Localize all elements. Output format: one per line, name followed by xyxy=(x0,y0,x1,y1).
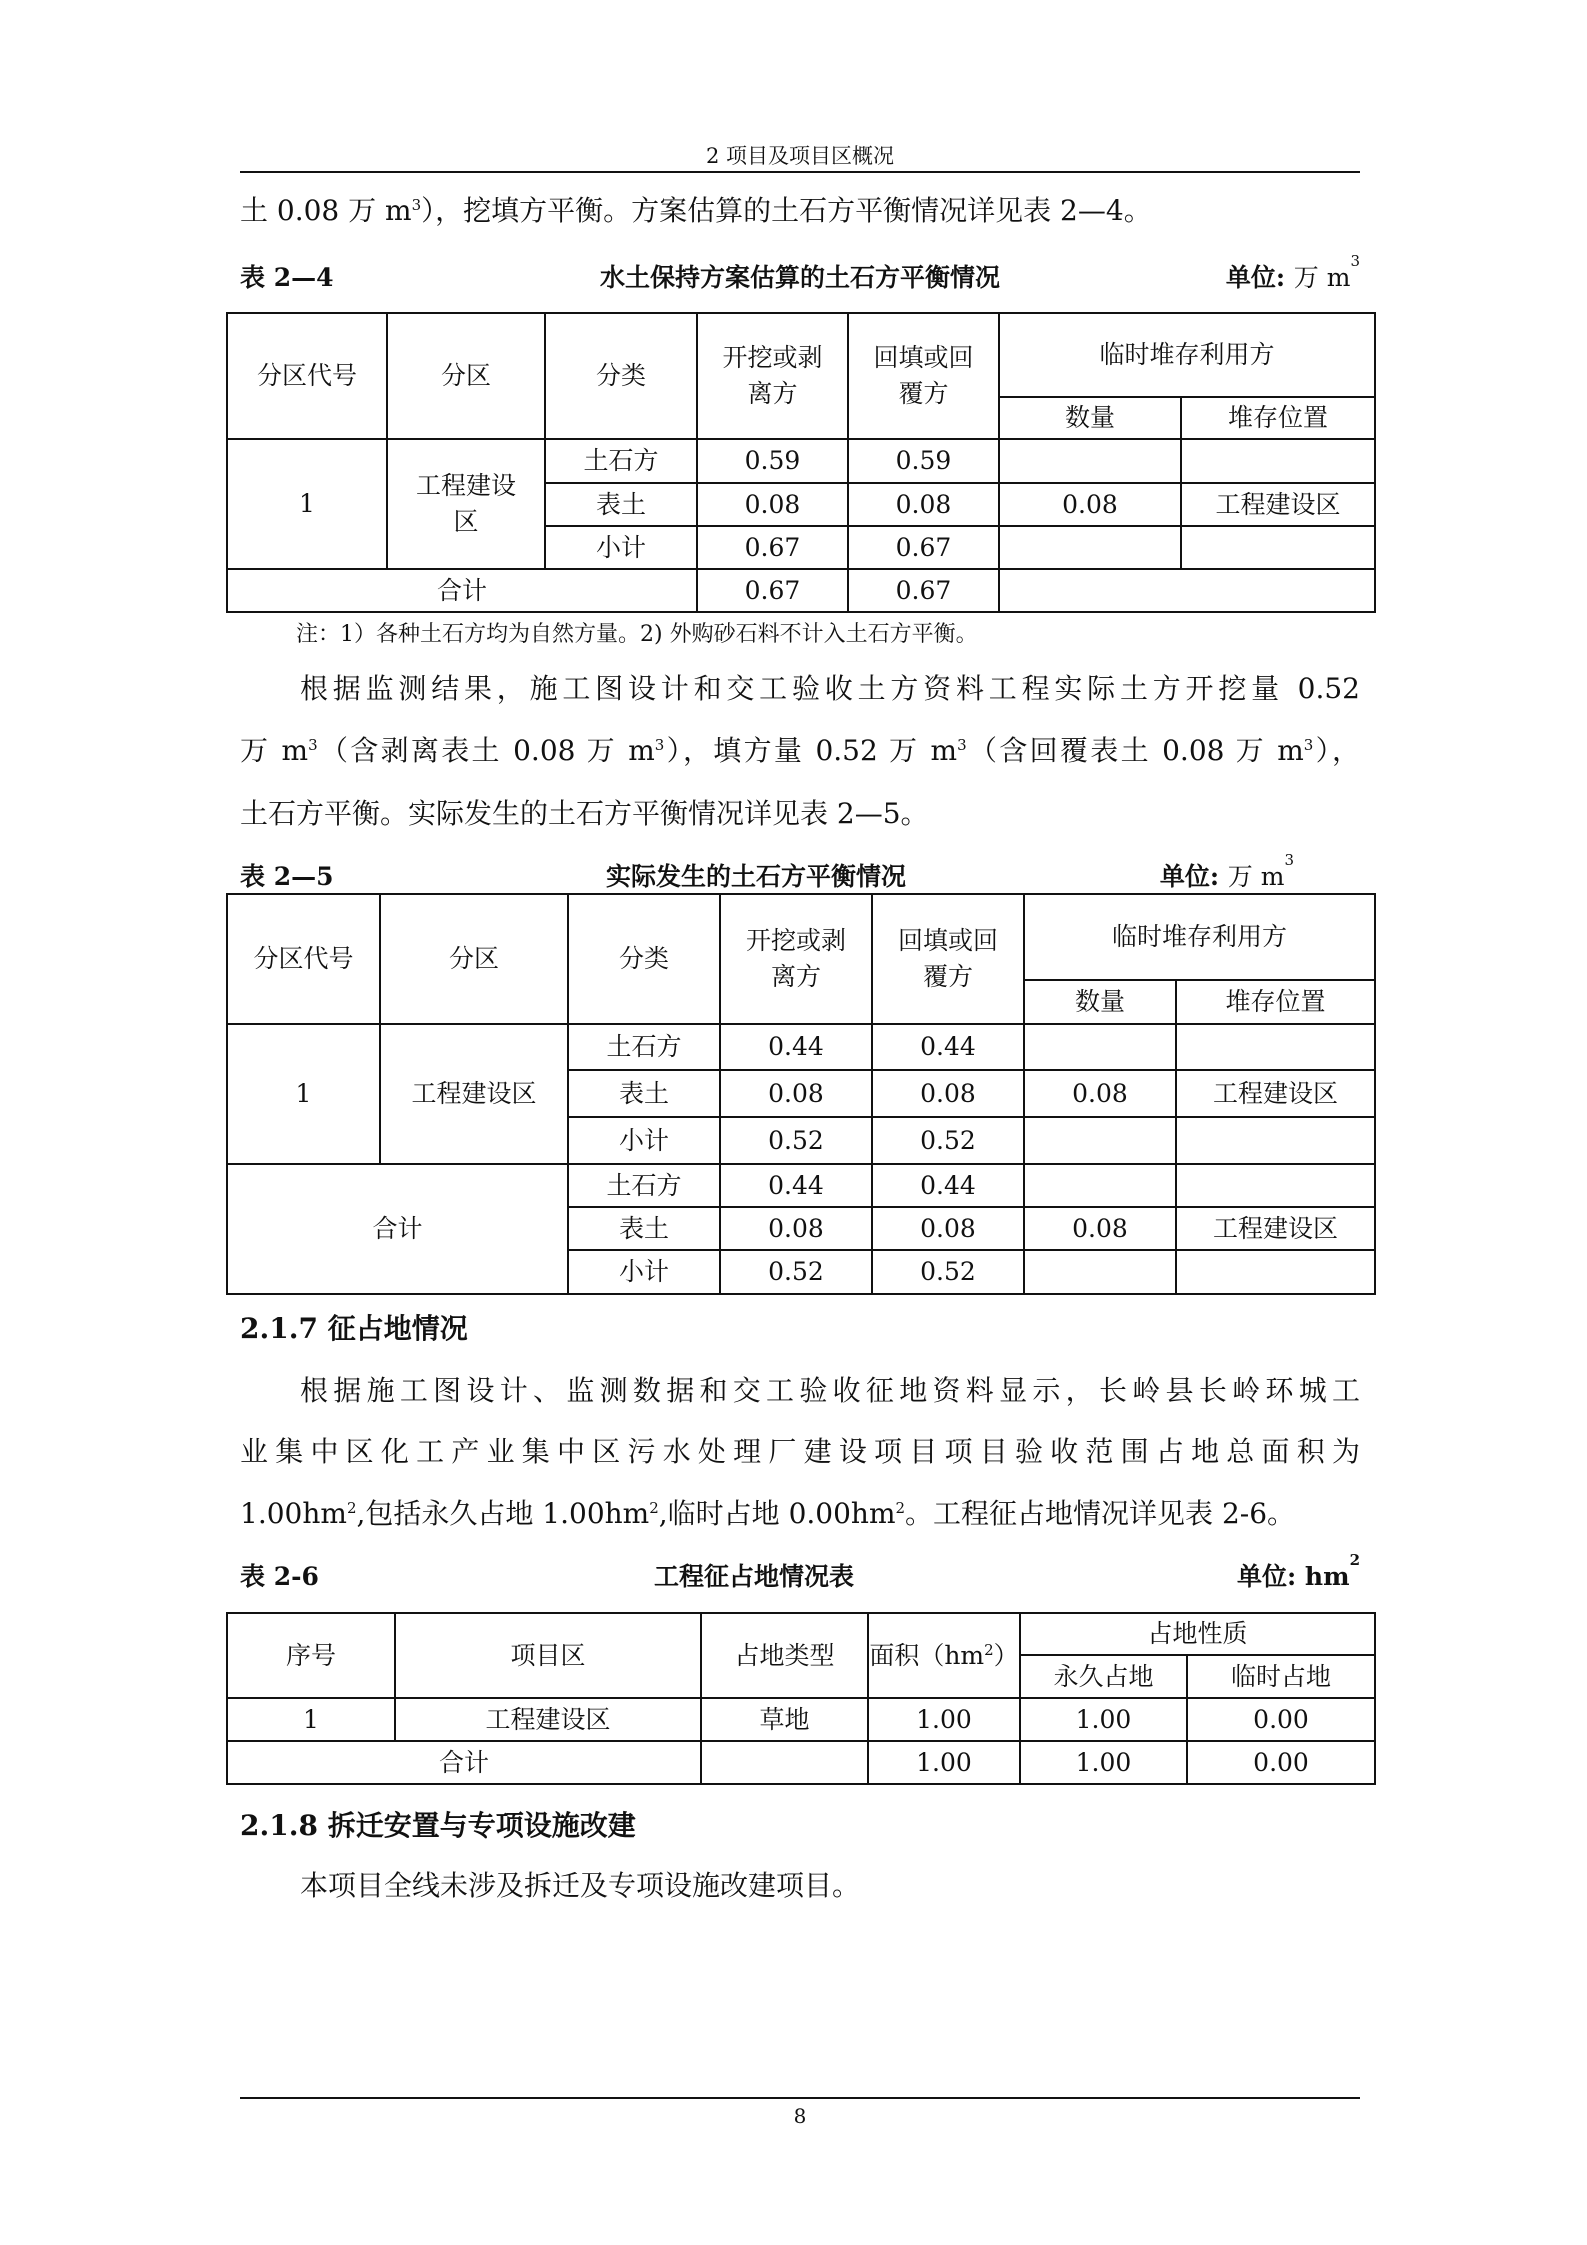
header-cell: 回填或回覆方 xyxy=(872,894,1024,1024)
table-cell: 0.52 xyxy=(872,1117,1024,1164)
table-cell: 0.08 xyxy=(872,1070,1024,1117)
table-cell: 0.00 xyxy=(1187,1698,1375,1741)
table-title: 工程征占地情况表 xyxy=(653,1562,854,1591)
table-unit: 单位: 万 $m^3$ xyxy=(1159,851,1294,891)
header-cell: 分区 xyxy=(380,894,568,1024)
table-cell: 工程建设区 xyxy=(1181,483,1375,526)
table-cell xyxy=(999,526,1181,569)
table-total-row xyxy=(227,1741,1375,1784)
table-number: 表 2-6 xyxy=(240,1562,319,1591)
table-cell xyxy=(701,1741,868,1784)
header-cell: 分类 xyxy=(568,894,720,1024)
header-cell: 面积$(hm^2)$ xyxy=(868,1613,1020,1698)
table-row xyxy=(227,1698,1375,1741)
table-cell: 0.08 xyxy=(1024,1207,1176,1250)
table-cell: 表土 xyxy=(568,1070,720,1117)
table-row xyxy=(227,1024,1375,1070)
table-2-6-caption xyxy=(240,1551,1360,1593)
table-cell xyxy=(1181,526,1375,569)
table-title: 实际发生的土石方平衡情况 xyxy=(605,862,906,891)
paragraph-intro: 土 0.08 万 $m^3$），挖填方平衡。方案估算的土石方平衡情况详见表 2—4。 xyxy=(240,194,1152,227)
paragraph-relocation: 本项目全线未涉及拆迁及专项设施改建项目。 xyxy=(300,1869,861,1902)
table-cell: 小计 xyxy=(568,1250,720,1294)
table-cell xyxy=(999,439,1181,483)
header-cell: 堆存位置 xyxy=(1181,397,1375,439)
table-cell: 0.08 xyxy=(720,1070,872,1117)
header-cell: 数量 xyxy=(1024,980,1176,1024)
table-cell: 0.08 xyxy=(999,483,1181,526)
table-cell xyxy=(1024,1164,1176,1207)
table-cell: 0.67 xyxy=(697,569,848,612)
table-cell: 合计 xyxy=(227,569,697,612)
table-cell: 土石方 xyxy=(545,439,697,483)
table-cell: 土石方 xyxy=(568,1024,720,1070)
table-cell: 0.44 xyxy=(720,1164,872,1207)
header-cell: 回填或回覆方 xyxy=(848,313,999,439)
table-cell: 小计 xyxy=(545,526,697,569)
table-2-5 xyxy=(226,893,1376,1295)
table-cell: 1.00 xyxy=(868,1741,1020,1784)
table-cell xyxy=(1181,439,1375,483)
header-cell: 占地类型 xyxy=(701,1613,868,1698)
table-cell xyxy=(1024,1117,1176,1164)
header-cell: 开挖或剥离方 xyxy=(697,313,848,439)
table-2-4 xyxy=(226,312,1376,613)
header-cell: 数量 xyxy=(999,397,1181,439)
paragraph-monitoring-line3: 土石方平衡。实际发生的土石方平衡情况详见表 2—5。 xyxy=(240,797,929,830)
table-cell: 0.44 xyxy=(872,1024,1024,1070)
paragraph-monitoring-line1: 根据监测结果，施工图设计和交工验收土方资料工程实际土方开挖量 0.52 xyxy=(300,672,1360,705)
table-unit: 单位: $hm^2$ xyxy=(1236,1551,1360,1591)
table-cell: 0.08 xyxy=(697,483,848,526)
table-cell: 1 xyxy=(227,1698,395,1741)
table-cell: 1.00 xyxy=(868,1698,1020,1741)
table-note: 注：1）各种土石方均为自然方量。2) 外购砂石料不计入土石方平衡。 xyxy=(296,622,978,647)
table-cell xyxy=(1176,1117,1375,1164)
table-cell: 0.52 xyxy=(720,1117,872,1164)
table-cell: 草地 xyxy=(701,1698,868,1741)
header-cell: 序号 xyxy=(227,1613,395,1698)
table-cell: 0.08 xyxy=(872,1207,1024,1250)
table-cell: 工程建设区 xyxy=(395,1698,701,1741)
header-cell: 永久占地 xyxy=(1020,1655,1187,1698)
table-cell: 表土 xyxy=(545,483,697,526)
header-cell: 分区代号 xyxy=(227,313,387,439)
header-rule xyxy=(240,171,1360,173)
table-cell: 0.08 xyxy=(848,483,999,526)
table-cell xyxy=(1176,1250,1375,1294)
table-total-row xyxy=(227,1164,1375,1207)
table-cell: 0.59 xyxy=(848,439,999,483)
header-cell: 临时堆存利用方 xyxy=(999,313,1375,397)
table-cell xyxy=(1024,1250,1176,1294)
header-cell: 分类 xyxy=(545,313,697,439)
header-cell: 项目区 xyxy=(395,1613,701,1698)
table-cell: 0.44 xyxy=(872,1164,1024,1207)
total-label-cell: 合计 xyxy=(227,1164,568,1294)
table-cell xyxy=(1176,1164,1375,1207)
table-cell: 0.52 xyxy=(720,1250,872,1294)
table-cell: 小计 xyxy=(568,1117,720,1164)
paragraph-land-line3: $1.00hm^2$,包括永久占地 $1.00hm^2$,临时占地 $0.00hm^2$。工程征占地情况详见表 2-6。 xyxy=(240,1497,1296,1530)
zone-code-cell: 1 xyxy=(227,1024,380,1164)
header-cell: 临时堆存利用方 xyxy=(1024,894,1375,980)
table-cell: 0.08 xyxy=(1024,1070,1176,1117)
section-heading-2-1-8: 2.1.8 拆迁安置与专项设施改建 xyxy=(240,1809,636,1842)
paragraph-land-line1: 根据施工图设计、监测数据和交工验收征地资料显示，长岭县长岭环城工 xyxy=(300,1374,1360,1407)
section-heading-2-1-7: 2.1.7 征占地情况 xyxy=(240,1312,468,1345)
table-cell: 0.67 xyxy=(848,526,999,569)
header-cell: 分区代号 xyxy=(227,894,380,1024)
table-cell xyxy=(1176,1024,1375,1070)
table-cell: 0.67 xyxy=(848,569,999,612)
table-total-row xyxy=(227,569,1375,612)
table-number: 表 2—5 xyxy=(240,862,334,891)
table-cell: 0.44 xyxy=(720,1024,872,1070)
table-number: 表 2—4 xyxy=(240,263,334,292)
header-cell: 分区 xyxy=(387,313,545,439)
table-cell xyxy=(999,569,1375,612)
zone-code-cell: 1 xyxy=(227,439,387,569)
header-cell: 占地性质 xyxy=(1020,1613,1375,1655)
table-row xyxy=(227,439,1375,483)
table-cell: 0.52 xyxy=(872,1250,1024,1294)
table-cell: 工程建设区 xyxy=(1176,1207,1375,1250)
paragraph-monitoring-line2: 万 $m^3$（含剥离表土 0.08 万 $m^3$），填方量 0.52 万 $m^3$（含回覆表土 0.08 万 $m^3$）， xyxy=(240,734,1360,767)
page-number: 8 xyxy=(793,2104,807,2128)
table-2-5-caption xyxy=(240,851,1360,893)
running-header: 2 项目及项目区概况 xyxy=(705,144,895,168)
table-unit: 单位: 万 $m^3$ xyxy=(1225,252,1360,292)
table-cell: 1.00 xyxy=(1020,1698,1187,1741)
table-2-4-caption xyxy=(240,252,1360,294)
table-cell: 0.59 xyxy=(697,439,848,483)
table-cell: 合计 xyxy=(227,1741,701,1784)
table-cell: 土石方 xyxy=(568,1164,720,1207)
zone-name-cell: 工程建设区 xyxy=(387,439,545,569)
table-cell: 工程建设区 xyxy=(1176,1070,1375,1117)
table-cell: 0.08 xyxy=(720,1207,872,1250)
zone-name-cell: 工程建设区 xyxy=(380,1024,568,1164)
header-cell: 临时占地 xyxy=(1187,1655,1375,1698)
table-2-6 xyxy=(226,1612,1376,1785)
header-cell: 堆存位置 xyxy=(1176,980,1375,1024)
header-cell: 开挖或剥离方 xyxy=(720,894,872,1024)
table-cell: 表土 xyxy=(568,1207,720,1250)
table-cell: 1.00 xyxy=(1020,1741,1187,1784)
table-title: 水土保持方案估算的土石方平衡情况 xyxy=(599,263,1000,292)
paragraph-land-line2: 业集中区化工产业集中区污水处理厂建设项目项目验收范围占地总面积为 xyxy=(240,1435,1360,1468)
table-cell: 0.00 xyxy=(1187,1741,1375,1784)
table-cell: 0.67 xyxy=(697,526,848,569)
table-cell xyxy=(1024,1024,1176,1070)
footer-rule xyxy=(240,2097,1360,2099)
